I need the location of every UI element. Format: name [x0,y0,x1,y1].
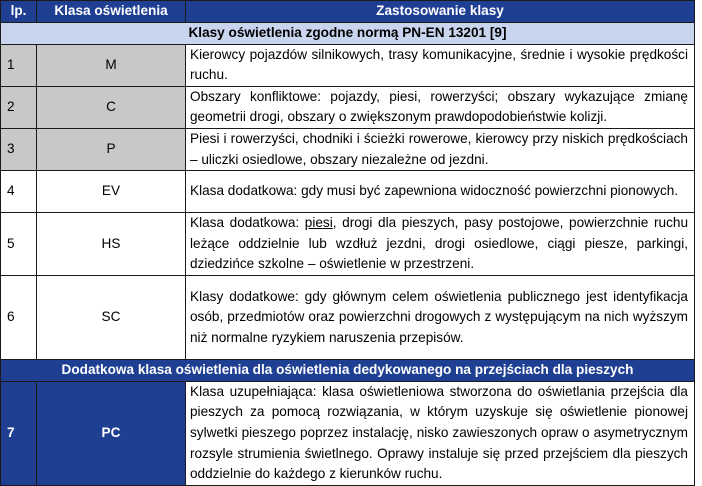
section-title-crossings: Dodatkowa klasa oświetlenia dla oświetlenia dedykowanego na przejściach dla pieszych [1,360,695,382]
row-description: Kierowcy pojazdów silnikowych, trasy komunikacyjne, średnie i wysokie prędkości ruchu. [186,44,695,86]
row-lp: 6 [1,276,37,360]
section-row-norm [1,23,695,45]
header-row [1,1,695,23]
row-lp: 4 [1,171,37,213]
table-row [1,128,695,170]
row-description [186,213,695,276]
header-lp: lp. [1,1,37,23]
row-class: SC [37,276,186,360]
description-suffix: , drogi dla pieszych, pasy postojowe, powierzchnie ruchu leżące oddzielnie lub wzdłuż jezdni, drogi osiedlowe, ciągi piesze, parkingi, dziedzińce szkolne – oświetlenie w przestrzeni. [190,215,689,272]
row-lp: 1 [1,44,37,86]
row-description: Klasy dodatkowe: gdy głównym celem oświetlenia publicznego jest identyfikacja osób, przedmiotów oraz powierzchni drogowych z występującym na nich wyższym niż normalne ryzykiem naruszenia przepisów. [186,276,695,360]
header-application: Zastosowanie klasy [186,1,695,23]
row-lp: 2 [1,86,37,128]
row-description: Obszary konfliktowe: pojazdy, piesi, rowerzyści; obszary wykazujące zmianę geometrii drogi, obszary o zwiększonym prawdopodobieństwie kolizji. [186,86,695,128]
row-description: Klasa dodatkowa: gdy musi być zapewniona widoczność powierzchni pionowych. [186,171,695,213]
row-class: EV [37,171,186,213]
table-row [1,276,695,360]
table-row [1,86,695,128]
row-class: M [37,44,186,86]
row-class: P [37,128,186,170]
header-class: Klasa oświetlenia [37,1,186,23]
section-row-crossings [1,360,695,382]
row-lp: 7 [1,381,37,485]
table-row [1,381,695,485]
section-title-norm: Klasy oświetlenia zgodne normą PN-EN 13201 [9] [1,23,695,45]
description-prefix: Klasa dodatkowa: [190,215,305,231]
table-row [1,44,695,86]
row-class: HS [37,213,186,276]
row-description: Piesi i rowerzyści, chodniki i ścieżki rowerowe, kierowcy przy niskich prędkościach – uliczki osiedlowe, obszary niezależne od jezdni. [186,128,695,170]
row-class: PC [37,381,186,485]
table-row [1,213,695,276]
row-description: Klasa uzupełniająca: klasa oświetleniowa stworzona do oświetlania przejścia dla pieszych za pomocą rozwiązania, w którym uzyskuje się oświetlenie pionowej sylwetki pieszego poprzez instalację, nisko zawieszonych opraw o asymetrycznym rozsyle strumienia świetlnego. Oprawy instaluje się przed przejściem dla pieszych oddzielnie do każdego z kierunków ruchu. [186,381,695,485]
underlined-word: piesi [304,215,333,231]
row-lp: 3 [1,128,37,170]
row-lp: 5 [1,213,37,276]
row-class: C [37,86,186,128]
table-row [1,171,695,213]
